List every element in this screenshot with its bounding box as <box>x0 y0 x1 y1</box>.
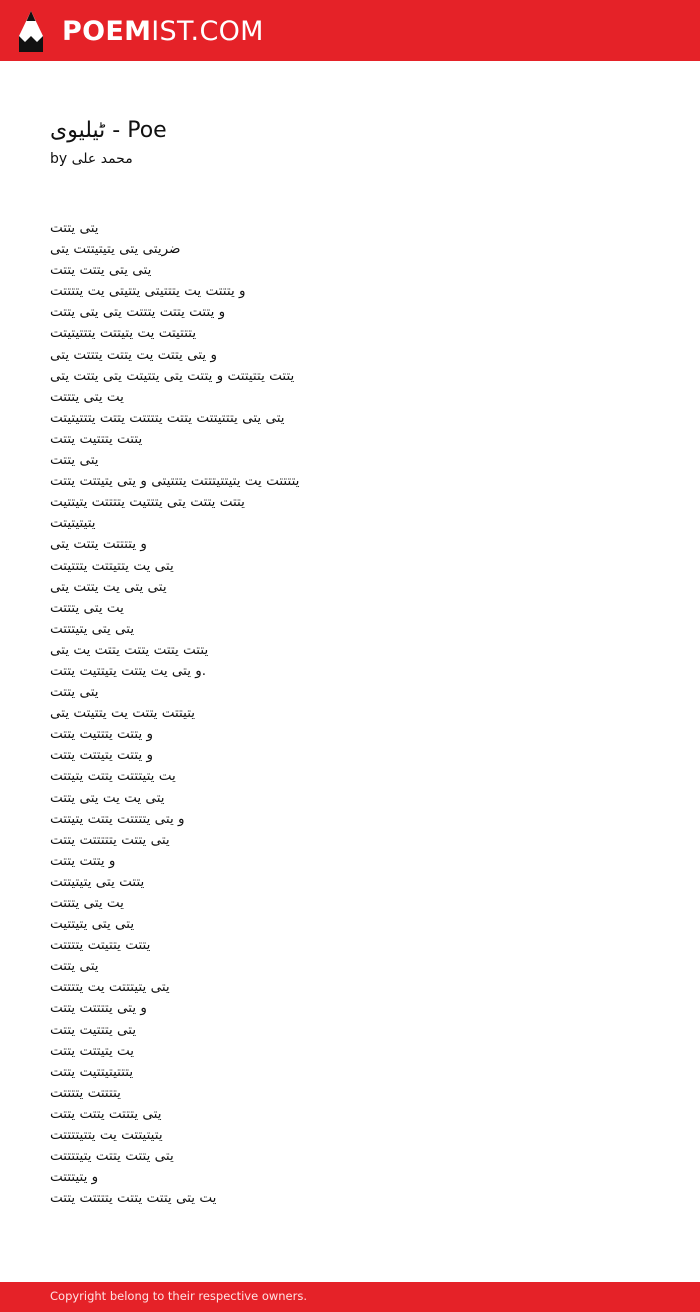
poem-title: ٹیلیوی - Poe <box>50 118 167 143</box>
poem-byline <box>50 149 133 169</box>
poem-line: و یتتت یتتت <box>50 852 116 869</box>
poem-line: یت یتی یتتت یتتت یتتتتت یتتت <box>50 1190 217 1207</box>
poem-line: و یتتت یتیتتت یتتت <box>50 747 154 764</box>
poem-line: یتی یتی یتیتتیت <box>50 916 135 933</box>
poem-line: یتتت یتتیتت یتتتتت <box>50 937 151 954</box>
author-name: محمد علی <box>71 151 133 167</box>
logo-text-bold: POEM <box>62 15 152 47</box>
poem-line: و یتی یتتت یت یتتت یتتتت یتی <box>50 346 218 363</box>
poem-line: یتی یتتت <box>50 220 99 236</box>
poem-line: و یتتتتت یتتت یتی <box>50 536 147 553</box>
poem-line: یتی یت یتتیتتت یتتتیتت <box>50 557 174 574</box>
site-footer <box>0 1282 700 1312</box>
poem-line: یتی یتتت <box>50 684 99 701</box>
site-logo-text <box>62 16 264 47</box>
poem-line: یتی یتیتتتت یت یتتتتت <box>50 979 170 996</box>
poem-line: و یتتت یتتتیت یتتت <box>50 726 154 743</box>
poem-line: یتتت یتتت یتتت یتتت یت یتی <box>50 641 209 658</box>
poem-line: یت یتی یتتتت <box>50 388 124 405</box>
poem-line: یت یتی یتتتت <box>50 599 124 616</box>
poem-line: یتتتیتیتتیت یتتت <box>50 1063 134 1080</box>
poem-line: یتتت یتتیتتت و یتتت یتی یتتیتت یتی یتتت یتی <box>50 367 295 384</box>
poem-line: و یتتت یتتت یتتتت یتی یتی یتتت <box>50 304 226 321</box>
poem-line: یتی یتتتت یتتت یتتت <box>50 1105 162 1122</box>
poem-line: یتتتتت یت یتیتتیتتتت یتتتیتی و یتی یتیتتت یتتت <box>50 473 300 490</box>
poem-line: یتی یتی یتتت یتتت <box>50 262 152 279</box>
poem-line: و یتیتتتت <box>50 1169 99 1186</box>
site-logo-link[interactable] <box>16 8 264 54</box>
poem-line: یتیتیتتت یت یتتیتتتتت <box>50 1127 163 1144</box>
poem-line: یتی یتی یتیتتتت <box>50 620 135 637</box>
poem-line: یتی یتتت <box>50 452 99 469</box>
poem-body <box>50 218 670 1209</box>
poem-line: یتی یتی یتتتیتتت یتتت یتتتتت یتتت یتتتیتیتت <box>50 409 285 426</box>
poem-line: یت یتیتتتت یتتت یتیتتت <box>50 768 176 785</box>
poem-line: یتتتتت یتتتتت <box>50 1084 121 1101</box>
poem-line: و یتی یتتتتت یتتت <box>50 1000 147 1017</box>
poem-line: و یتی یت یتتت یتیتتیت یتتت. <box>50 662 207 679</box>
pencil-logo-icon <box>16 9 46 53</box>
poem-line: ضریتی یتی یتیتیتتت یتی <box>50 241 181 258</box>
poem-line: یتی یتتت <box>50 958 99 975</box>
poem-line: یتتت یتتتیت یتتت <box>50 430 143 447</box>
poem-line: یتی یتتتیت یتتت <box>50 1021 137 1038</box>
poem-line: یت یتی یتتتت <box>50 895 124 911</box>
poem-line: یتتتیتت یت یتیتتت یتتتیتیتت <box>50 325 197 342</box>
poem-line: و یتتتت یت یتتتیتی یتتیتی یت یتتتتت <box>50 283 246 300</box>
poem-line: یتتت یتتت یتی یتتتیت یتتتتت یتیتتیت <box>50 494 245 511</box>
poem-line: یتتت یتی یتیتیتتت <box>50 873 145 890</box>
logo-text-light: IST.COM <box>151 15 264 47</box>
poem-line: و یتی یتتتتت یتتت یتیتتت <box>50 810 185 827</box>
poem-line: یتی یت یت یتی یتتت <box>50 789 165 806</box>
poem-line: یتی یتتت یتتت یتیتتتتت <box>50 1148 174 1165</box>
poem-line: یتیتیتیتت <box>50 515 96 532</box>
site-header <box>0 0 700 61</box>
poem-line: یتی یتی یت یتتت یتی <box>50 578 167 595</box>
poem-line: یت یتیتتت یتتت <box>50 1042 135 1059</box>
byline-prefix: by <box>50 151 68 167</box>
poem-line: یتی یتتت یتتتتتت یتتت <box>50 831 170 848</box>
copyright-text: Copyright belong to their respective owners. <box>50 1289 308 1303</box>
poem-line: یتیتتت یتتت یت یتتیتت یتی <box>50 705 196 722</box>
